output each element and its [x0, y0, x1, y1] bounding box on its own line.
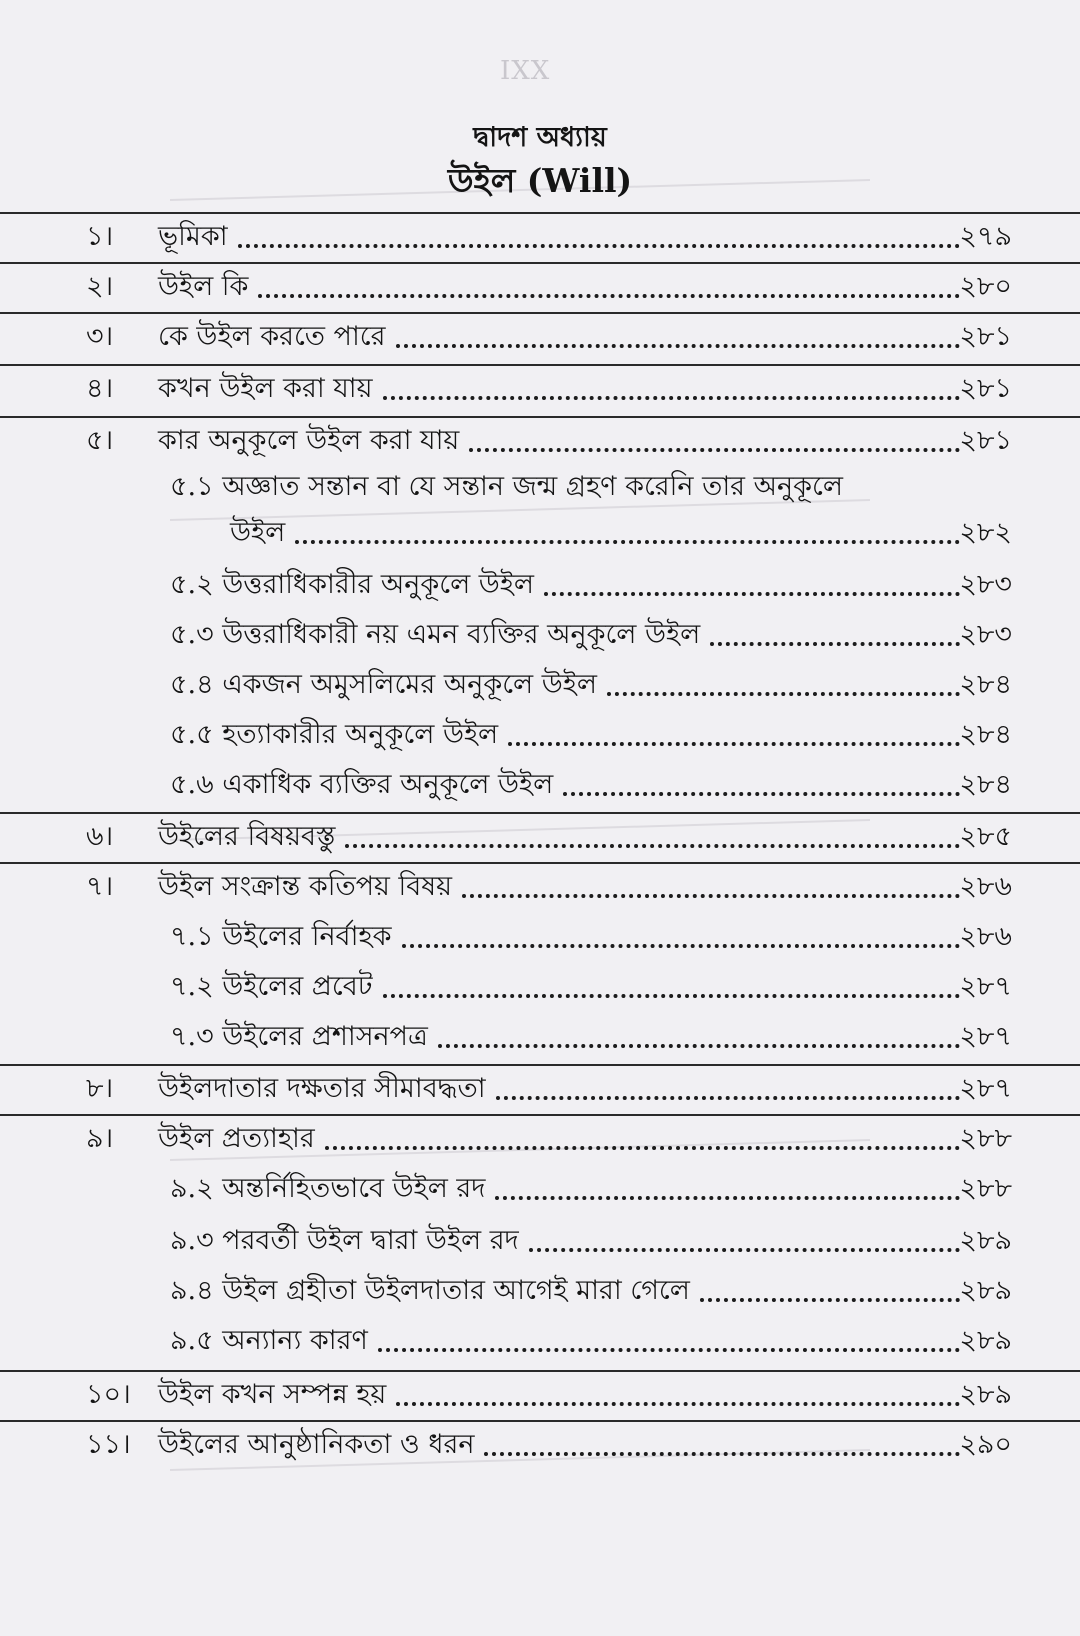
toc-number: ৯।	[86, 1123, 114, 1154]
dot-leader	[529, 1248, 960, 1252]
toc-label: ৭.৩ উইলের প্রশাসনপত্র	[170, 1021, 428, 1052]
dot-leader	[469, 448, 960, 452]
toc-number: ৬।	[86, 821, 114, 852]
toc-label: কার অনুকূলে উইল করা যায়	[158, 425, 460, 456]
toc-number: ৩।	[86, 321, 114, 352]
dot-leader	[438, 1044, 960, 1048]
toc-page-number: ২৮৯	[959, 1225, 1012, 1256]
toc-label: উইল কখন সম্পন্ন হয়	[158, 1379, 387, 1410]
toc-page-number: ২৮৯	[959, 1275, 1012, 1306]
toc-page-number: ২৮৪	[959, 669, 1012, 700]
dot-leader	[396, 1402, 960, 1406]
toc-label: ৯.৪ উইল গ্রহীতা উইলদাতার আগেই মারা গেলে	[170, 1275, 690, 1306]
toc-page-number: ২৮১	[959, 425, 1012, 456]
dot-leader	[383, 994, 961, 998]
dot-leader	[238, 244, 960, 248]
toc-label: উইল	[230, 517, 286, 548]
toc-label: উইল কি	[158, 271, 249, 302]
dot-leader	[496, 1096, 960, 1100]
toc-page-number: ২৮৯	[959, 1379, 1012, 1410]
toc-row	[0, 1370, 1080, 1418]
toc-page-number: ২৮৬	[959, 871, 1012, 902]
toc-number: ১।	[86, 221, 114, 252]
toc-page-number: ২৯০	[959, 1429, 1012, 1460]
toc-label: কখন উইল করা যায়	[158, 373, 373, 404]
toc-label: উইল সংক্রান্ত কতিপয় বিষয়	[158, 871, 453, 902]
toc-row	[0, 762, 1080, 808]
toc-row	[0, 1064, 1080, 1112]
toc-page-number: ২৭৯	[959, 221, 1012, 252]
toc-page-number: ২৮৫	[959, 821, 1012, 852]
toc-number: ১০।	[86, 1379, 131, 1410]
toc-page-number: ২৮৬	[959, 921, 1012, 952]
toc-number: ১১।	[86, 1429, 131, 1460]
toc-label: উইলের বিষয়বস্তু	[158, 821, 336, 852]
chapter-heading: দ্বাদশ অধ্যায়	[473, 122, 607, 153]
dot-leader	[383, 396, 960, 400]
dot-leader	[607, 692, 960, 696]
toc-row	[0, 212, 1080, 260]
dot-leader	[710, 642, 960, 646]
dot-leader	[396, 344, 961, 348]
toc-page-number: ২৮৮	[959, 1123, 1012, 1154]
toc-page-number: ২৮৯	[959, 1325, 1012, 1356]
toc-row	[0, 464, 1080, 510]
toc-page-number: ২৮৭	[959, 971, 1012, 1002]
toc-page-number: ২৮৪	[959, 769, 1012, 800]
toc-label: উইলদাতার দক্ষতার সীমাবদ্ধতা	[158, 1073, 486, 1104]
toc-page-number: ২৮৪	[959, 719, 1012, 750]
toc-label: ৯.২ অন্তর্নিহিতভাবে উইল রদ	[170, 1173, 486, 1204]
toc-number: ৭।	[86, 871, 114, 902]
toc-row	[0, 510, 1080, 556]
toc-label: উইলের আনুষ্ঠানিকতা ও ধরন	[158, 1429, 475, 1460]
toc-row	[0, 662, 1080, 708]
toc-page-number: ২৮৮	[959, 1173, 1012, 1204]
dot-leader	[544, 592, 960, 596]
toc-page-number: ২৮৩	[959, 569, 1012, 600]
toc-label: ৯.৩ পরবর্তী উইল দ্বারা উইল রদ	[170, 1225, 519, 1256]
toc-number: ৮।	[86, 1073, 114, 1104]
dot-leader	[700, 1298, 960, 1302]
toc-row	[0, 1268, 1080, 1314]
toc-label: ৫.৪ একজন অমুসলিমের অনুকূলে উইল	[170, 669, 597, 700]
toc-row	[0, 1218, 1080, 1264]
dot-leader	[378, 1348, 960, 1352]
toc-row	[0, 1014, 1080, 1060]
toc-row	[0, 1420, 1080, 1468]
dot-leader	[495, 1196, 960, 1200]
toc-row	[0, 562, 1080, 608]
toc-label: কে উইল করতে পারে	[158, 321, 386, 352]
faded-page-number: IXX	[500, 56, 551, 86]
dot-leader	[402, 944, 961, 948]
dot-leader	[295, 540, 960, 544]
toc-row	[0, 364, 1080, 412]
toc-row	[0, 1318, 1080, 1364]
toc-page-number: ২৮৭	[959, 1021, 1012, 1052]
dot-leader	[345, 844, 960, 848]
toc-page-number: ২৮১	[959, 321, 1012, 352]
toc-page-number: ২৮২	[959, 517, 1012, 548]
chapter-title: উইল (Will)	[447, 161, 633, 200]
toc-label: ৫.৩ উত্তরাধিকারী নয় এমন ব্যক্তির অনুকূলে উইল	[170, 619, 701, 650]
toc-label: ৯.৫ অন্যান্য কারণ	[170, 1325, 368, 1356]
dot-leader	[462, 894, 960, 898]
toc-row	[0, 964, 1080, 1010]
toc-label: ৫.৬ একাধিক ব্যক্তির অনুকূলে উইল	[170, 769, 554, 800]
dot-leader	[484, 1452, 960, 1456]
toc-number: ৪।	[86, 373, 114, 404]
dot-leader	[325, 1146, 960, 1150]
toc-page-number: ২৮৩	[959, 619, 1012, 650]
dot-leader	[508, 742, 960, 746]
toc-number: ৫।	[86, 425, 114, 456]
dot-leader	[563, 792, 960, 796]
toc-row	[0, 862, 1080, 910]
toc-label: ৭.২ উইলের প্রবেট	[170, 971, 373, 1002]
toc-row	[0, 712, 1080, 758]
toc-number: ২।	[86, 271, 114, 302]
toc-label: ৭.১ উইলের নির্বাহক	[170, 921, 392, 952]
toc-row	[0, 914, 1080, 960]
toc-row	[0, 1114, 1080, 1162]
toc-page-number: ২৮৭	[959, 1073, 1012, 1104]
toc-label: ভূমিকা	[158, 221, 228, 252]
toc-row	[0, 262, 1080, 310]
toc-label: ৫.১ অজ্ঞাত সন্তান বা যে সন্তান জন্ম গ্রহণ করেনি তার অনুকূলে	[170, 471, 843, 502]
toc-row	[0, 1166, 1080, 1212]
toc-row	[0, 312, 1080, 360]
toc-page-number: ২৮০	[959, 271, 1012, 302]
toc-row	[0, 416, 1080, 464]
toc-label: ৫.২ উত্তরাধিকারীর অনুকূলে উইল	[170, 569, 534, 600]
toc-page-number: ২৮১	[959, 373, 1012, 404]
toc-row	[0, 812, 1080, 860]
toc-row	[0, 612, 1080, 658]
toc-label: ৫.৫ হত্যাকারীর অনুকূলে উইল	[170, 719, 499, 750]
toc-label: উইল প্রত্যাহার	[158, 1123, 315, 1154]
dot-leader	[258, 294, 960, 298]
